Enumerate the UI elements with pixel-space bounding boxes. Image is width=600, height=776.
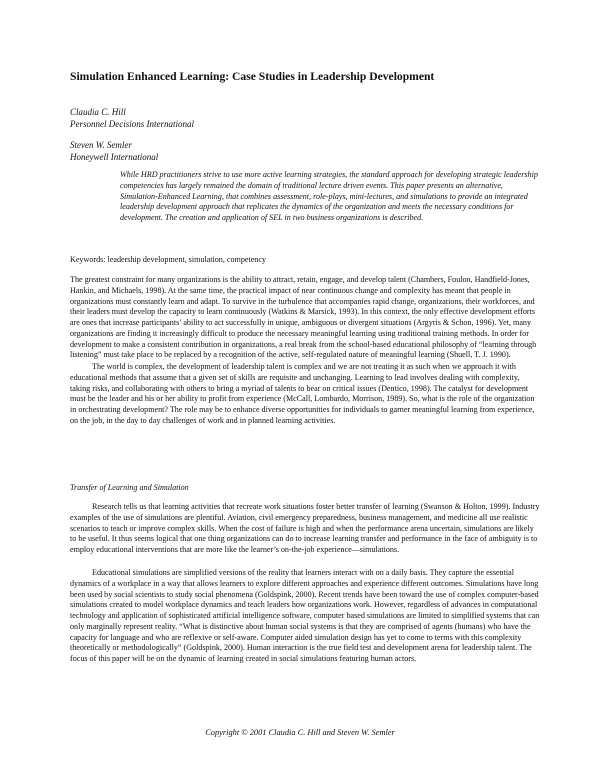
author-affiliation: Personnel Decisions International	[70, 119, 194, 129]
keywords: Keywords: leadership development, simulation, competency	[70, 255, 266, 264]
author-block-2	[70, 139, 530, 163]
body-paragraph: The greatest constraint for many organizations is the ability to attract, retain, engage, and develop talent (Chambers, Foulon, Handfield-Jones, Hankin, and Michaels, 1998). At the same time, the practical impact of near continuous change and complexity has meant that people in organizations must constantly learn and adapt. To survive in the turbulence that accompanies rapid change, organizations, their workforces, and their leaders must develop the capacity to learn continuously (Watkins & Marsick, 1993). In this context, the only effective development efforts are ones that increase participants’ ability to act successfully in unique, ambiguous or divergent situations (Argyris & Schon, 1996). Yet, many organizations are finding it increasingly difficult to produce the necessary meaningful learning using traditional training methods. In order for development to make a consistent contribution in organizations, a real break from the school-based educational philosophy of “learning through listening” must take place to be replaced by a recognition of the active, self-regulated nature of meaningful learning (Shuell, T. J. 1990).	[70, 275, 537, 360]
body-paragraph: Educational simulations are simplified versions of the reality that learners interact with on a daily basis. They capture the essential dynamics of a workplace in a way that allows learners to explore different approaches and experience different outcomes. Simulations have long been used by social scientists to study social phenomena (Goldspink, 2000). Recent trends have been toward the use of complex computer-based simulations created to model workplace dynamics and teach leaders how organizations work. However, regardless of advances in computational technology and application of sophisticated artificial intelligence software, computer based simulations are limited to simplified systems that can only marginally represent reality. “What is distinctive about human social systems is that they are comprised of agents (humans) who have the capacity for language and who are reflexive or self-aware. Computer aided simulation design has yet to come to terms with this complexity theoretically or methodologically” (Goldspink, 2000). Human interaction is the true field test and development arena for leadership talent. The focus of this paper will be on the dynamic of learning created in social simulations featuring human actors.	[70, 568, 540, 663]
author-affiliation: Honeywell International	[70, 152, 159, 162]
section-heading: Transfer of Learning and Simulation	[70, 483, 189, 492]
body-paragraph: Research tells us that learning activities that recreate work situations foster better transfer of learning (Swanson & Holton, 1999). Industry examples of the use of simulations are plentiful. Aviation, civil emergency preparedness, business management, and medicine all use realistic scenarios to teach or improve complex skills. When the cost of failure is high and when the performance arena uncertain, simulations are likely to be useful. It thus seems logical that one thing organizations can do to increase learning transfer and performance in the face of ambiguity is to employ educational interventions that are more like the learner’s on-the-job experience—simulations.	[70, 502, 540, 554]
copyright-footer: Copyright © 2001 Claudia C. Hill and Steven W. Semler	[205, 728, 395, 737]
author-name: Claudia C. Hill	[70, 107, 126, 117]
author-block-1	[70, 106, 530, 130]
author-name: Steven W. Semler	[70, 140, 132, 150]
paper-title: Simulation Enhanced Learning: Case Studies in Leadership Development	[70, 70, 435, 83]
abstract: While HRD practitioners strive to use more active learning strategies, the standard approach for developing strategic leadership competencies has largely remained the domain of traditional lecture driven events. This paper presents an alternative, Simulation-Enhanced Learning, that combines assessment, role-plays, mini-lectures, and simulations to provide an integrated leadership development approach that replicates the dynamics of the organization and meets the necessary conditions for development. The creation and application of SEL in two business organizations is described.	[120, 170, 538, 222]
body-paragraph: The world is complex, the development of leadership talent is complex and we are not treating it as such when we approach it with educational methods that assume that a given set of skills are requisite and unchanging. Learning to lead involves dealing with complexity, taking risks, and collaborating with others to bring a myriad of talents to bear on critical issues (Dentico, 1998). The catalyst for development must be the leader and his or her ability to profit from experience (McCall, Lombardo, Morrison, 1989). So, what is the role of the organization in orchestrating development? The role may be to enhance diverse opportunities for individuals to garner meaningful learning from experience, on the job, in the day to day challenges of work and in planned learning activities.	[70, 362, 535, 425]
